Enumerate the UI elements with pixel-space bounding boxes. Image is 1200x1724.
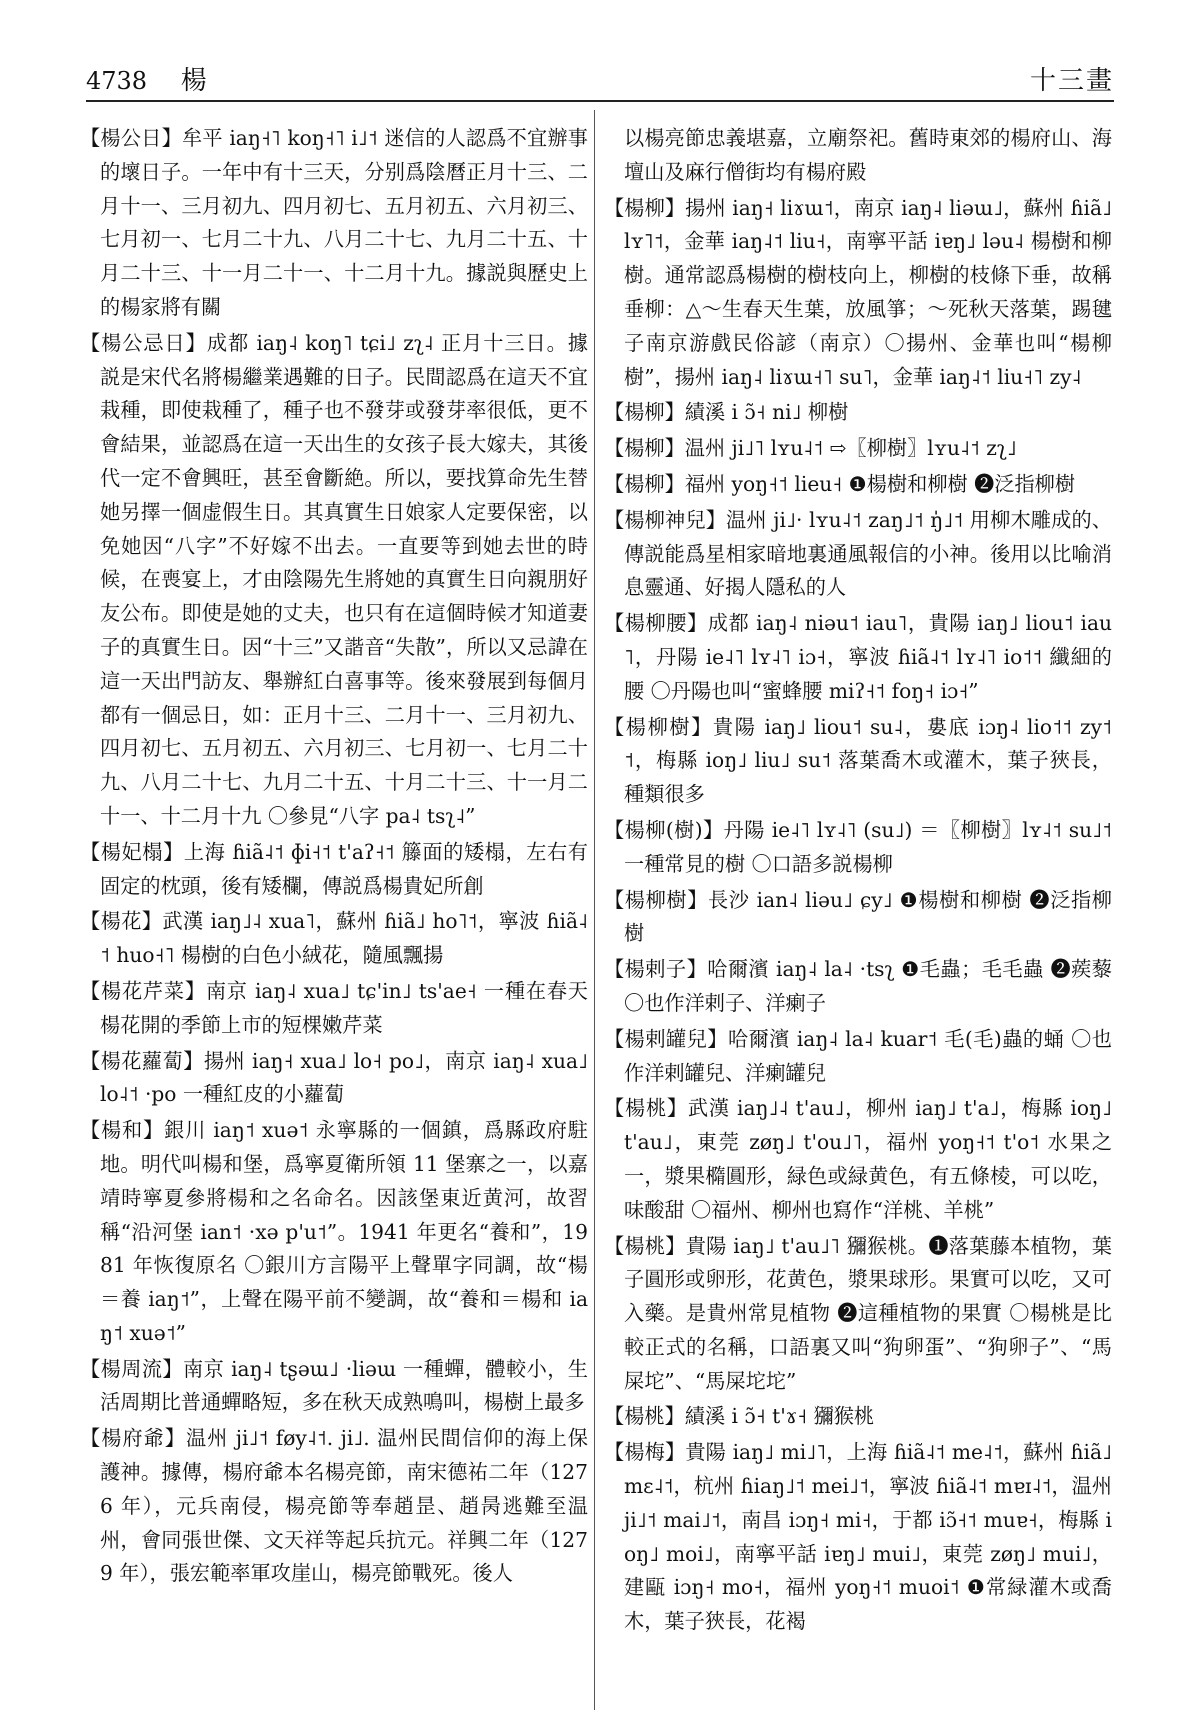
dictionary-entry-continued: 以楊亮節忠義堪嘉，立廟祭祀。舊時東郊的楊府山、海壇山及麻行僧街均有楊府殿 [624, 126, 1112, 184]
page-number: 4738 [86, 67, 148, 95]
dictionary-entry: 【楊柳樹】長沙 ian˨ liəu˩ ɕy˩ ❶楊樹和柳樹 ❷泛指柳樹 [604, 887, 1112, 946]
dictionary-entry: 【楊公忌日】成都 iaŋ˨ koŋ˥ tɕi˩ zʅ˨ 正月十三日。據説是宋代名將楊繼業遇難的日子。民間認爲在這天不宜栽種，即使栽種了，種子也不發芽或發芽率很低，更不會結果，並認爲在這一天出生的女孩子長大嫁夫，其後代一定不會興旺，甚至會斷絶。所以，要找算命先生替她另擇一個虚假生日。其真實生日娘家人定要保密，以免她因“八字”不好嫁不出去。一直要等到她去世的時候，在喪宴上，才由陰陽先生將她的真實生日向親朋好友公布。即使是她的丈夫，也只有在這個時候才知道妻子的真實生日。因“十三”又諧音“失散”，所以又忌諱在這一天出門訪友、舉辦紅白喜事等。後來發展到每個月都有一個忌日，如：正月十三、二月十一、三月初九、四月初七、五月初五、六月初三、七月初一、七月二十九、八月二十七、九月二十五、十月二十三、十一月二十一、十二月十九 〇參見“八字 pa˨ tsʅ˨” [80, 330, 588, 828]
dictionary-entry: 【楊花芹菜】南京 iaŋ˨ xua˩ tɕ'in˩ ts'ae˧ 一種在春天楊花開的季節上市的短棵嫩芹菜 [80, 978, 588, 1037]
dictionary-entry: 【楊剌罐兒】哈爾濱 iaŋ˨ la˨ kuar˦ 毛(毛)蟲的蛹 〇也作洋剌罐兒、洋瘌罐兒 [604, 1026, 1112, 1085]
header-left [86, 60, 207, 97]
dictionary-entry: 【楊桃】武漢 iaŋ˩˨ t'au˩，柳州 iaŋ˩ t'a˩，梅縣 ioŋ˩ t'au˩，東莞 zøŋ˩ t'ou˩˥，福州 yoŋ˧˦ t'o˦ 水果之一，漿果橢圓形，緑色或緑黄色，有五條棱，可以吃，味酸甜 〇福州、柳州也寫作“洋桃、羊桃” [604, 1096, 1112, 1222]
dictionary-entry: 【楊桃】貴陽 iaŋ˩ t'au˩˥ 獼猴桃。❶落葉藤本植物，葉子圓形或卵形，花黄色，漿果球形。果實可以吃，又可入藥。是貴州常見植物 ❷這種植物的果實 〇楊桃是比較正式的名稱，口語裏又叫“狗卵蛋”、“狗卵子”、“馬屎坨”、“馬屎坨坨” [604, 1233, 1112, 1393]
dictionary-entry: 【楊柳】績溪 i ɔ̃˧ ni˩ 柳樹 [604, 400, 849, 425]
left-column [80, 122, 588, 1593]
dictionary-entry: 【楊府爺】温州 ji˩˦ føy˨˦. ji˩. 温州民間信仰的海上保護神。據傳，楊府爺本名楊亮節，南宋德祐二年（1276 年），元兵南侵，楊亮節等奉趙昰、趙昺逃難至温州，會同張世傑、文天祥等起兵抗元。祥興二年（1279 年），張宏範率軍攻崖山，楊亮節戰死。後人 [80, 1426, 588, 1586]
dictionary-entry: 【楊梅】貴陽 iaŋ˩ mi˩˥，上海 ɦiã˨˦ me˨˦，蘇州 ɦiã˩ mɛ˨˦，杭州 ɦiaŋ˩˦ mei˩˦，寧波 ɦiã˨˦ mɐɪ˨˦，温州 ji˩˦ mai˩˦，南昌 iɔŋ˧ mi˧，于都 iɔ̃˧˦ muɐ˧，梅縣 ioŋ˩ moi˩，南寧平話 iɐŋ˩ mui˩，東莞 zøŋ˩ mui˩，建甌 iɔŋ˧ mo˧，福州 yoŋ˧˦ muoi˦ ❶常緑灌木或喬木，葉子狹長，花褐 [604, 1440, 1112, 1634]
dictionary-entry: 【楊柳】福州 yoŋ˧˦ lieu˧ ❶楊樹和柳樹 ❷泛指柳樹 [604, 471, 1076, 496]
running-headword: 楊 [180, 66, 207, 96]
dictionary-entry: 【楊妃榻】上海 ɦiã˨˦ ɸi˧˦ t'aʔ˧˦ 籐面的矮榻，左右有固定的枕頭，後有矮欄，傳説爲楊貴妃所創 [80, 839, 588, 898]
dictionary-entry: 【楊公日】牟平 iaŋ˧˥ koŋ˧˥ i˩˦ 迷信的人認爲不宜辦事的壞日子。一年中有十三天，分别爲陰曆正月十三、二月十一、三月初九、四月初七、五月初五、六月初三、七月初一、七月二十九、八月二十七、九月二十五、十月二十三、十一月二十一、十二月十九。據説與歷史上的楊家將有關 [80, 126, 588, 319]
dictionary-entry: 【楊柳樹】貴陽 iaŋ˩ liou˦ su˨，婁底 iɔŋ˨ lio˦˦ zy˦˦，梅縣 ioŋ˩ liu˩ su˦ 落葉喬木或灌木，葉子狹長，種類很多 [604, 714, 1112, 807]
dictionary-entry: 【楊柳神兒】温州 ji˩· lʏu˨˦ zaŋ˩˦ ŋ̍˩˦ 用柳木雕成的、傳説能爲星相家暗地裏通風報信的小神。後用以比喻消息靈通、好揭人隱私的人 [604, 507, 1112, 600]
dictionary-entry: 【楊和】銀川 iaŋ˦ xuə˦ 永寧縣的一個鎮，爲縣政府駐地。明代叫楊和堡，爲寧夏衛所領 11 堡寨之一，以嘉靖時寧夏參將楊和之名命名。因該堡東近黄河，故習稱“沿河堡 ian˦ ·xə p'u˦”。1941 年更名“養和”，1981 年恢復原名 〇銀川方言陽平上聲單字同調，故“楊＝養 iaŋ˦”，上聲在陽平前不變調，故“養和＝楊和 iaŋ˦ xuə˦” [80, 1118, 588, 1345]
dictionary-entry: 【楊花蘿蔔】揚州 iaŋ˧ xua˩ lo˧ po˩，南京 iaŋ˨ xua˩ lo˨˦ ·po 一種紅皮的小蘿蔔 [80, 1048, 588, 1107]
page-header [86, 56, 1114, 100]
header-rule [86, 100, 1114, 102]
dictionary-entry: 【楊桃】績溪 i ɔ̃˧ t'ɤ˧ 獼猴桃 [604, 1404, 875, 1429]
dictionary-entry: 【楊周流】南京 iaŋ˨ tʂəɯ˩ ·liəɯ 一種蟬，體較小，生活周期比普通蟬略短，多在秋天成熟鳴叫，楊樹上最多 [80, 1356, 588, 1415]
right-column [604, 122, 1112, 1641]
dictionary-entry: 【楊剌子】哈爾濱 iaŋ˨ la˨ ·tsʅ ❶毛蟲；毛毛蟲 ❷蒺藜 〇也作洋剌子、洋瘌子 [604, 957, 1112, 1015]
stroke-section: 十三畫 [1029, 66, 1114, 96]
dictionary-entry: 【楊花】武漢 iaŋ˩˨ xua˥，蘇州 ɦiã˩ ho˥˦，寧波 ɦiã˨˦ huo˧˥ 楊樹的白色小絨花，隨風飄揚 [80, 909, 588, 968]
dictionary-entry: 【楊柳(樹)】丹陽 ie˨˥ lʏ˨˥ (su˩) ＝〖柳樹〗lʏ˨˦ su˩˦ 一種常見的樹 〇口語多説楊柳 [604, 817, 1112, 876]
dictionary-entry: 【楊柳腰】成都 iaŋ˨ niəu˦ iau˥，貴陽 iaŋ˩ liou˦ iau˥，丹陽 ie˨˥ lʏ˨˥ iɔ˧，寧波 ɦiã˨˦ lʏ˨˥ io˦˦ 纖細的腰 〇丹陽也叫“蜜蜂腰 miʔ˧˦ foŋ˧ iɔ˧” [604, 611, 1112, 703]
column-divider [594, 110, 595, 1710]
dictionary-entry: 【楊柳】温州 ji˩˥ lʏu˨˦ ⇨〖柳樹〗lʏu˨˦ zʅ˩ [604, 436, 1017, 461]
dictionary-entry: 【楊柳】揚州 iaŋ˧ liɤɯ˦，南京 iaŋ˨ liəɯ˩，蘇州 ɦiã˩ lʏ˥˦，金華 iaŋ˨˦ liu˧，南寧平話 iɐŋ˩ ləu˨ 楊樹和柳樹。通常認爲楊樹的樹枝向上，柳樹的枝條下垂，故稱垂柳：△～生春天生葉，放風箏；～死秋天落葉，踢毽子南京游戲民俗諺（南京）〇揚州、金華也叫“楊柳樹”，揚州 iaŋ˨ liɤɯ˧˥ su˥，金華 iaŋ˨˦ liu˧˥ zy˨ [604, 195, 1112, 389]
